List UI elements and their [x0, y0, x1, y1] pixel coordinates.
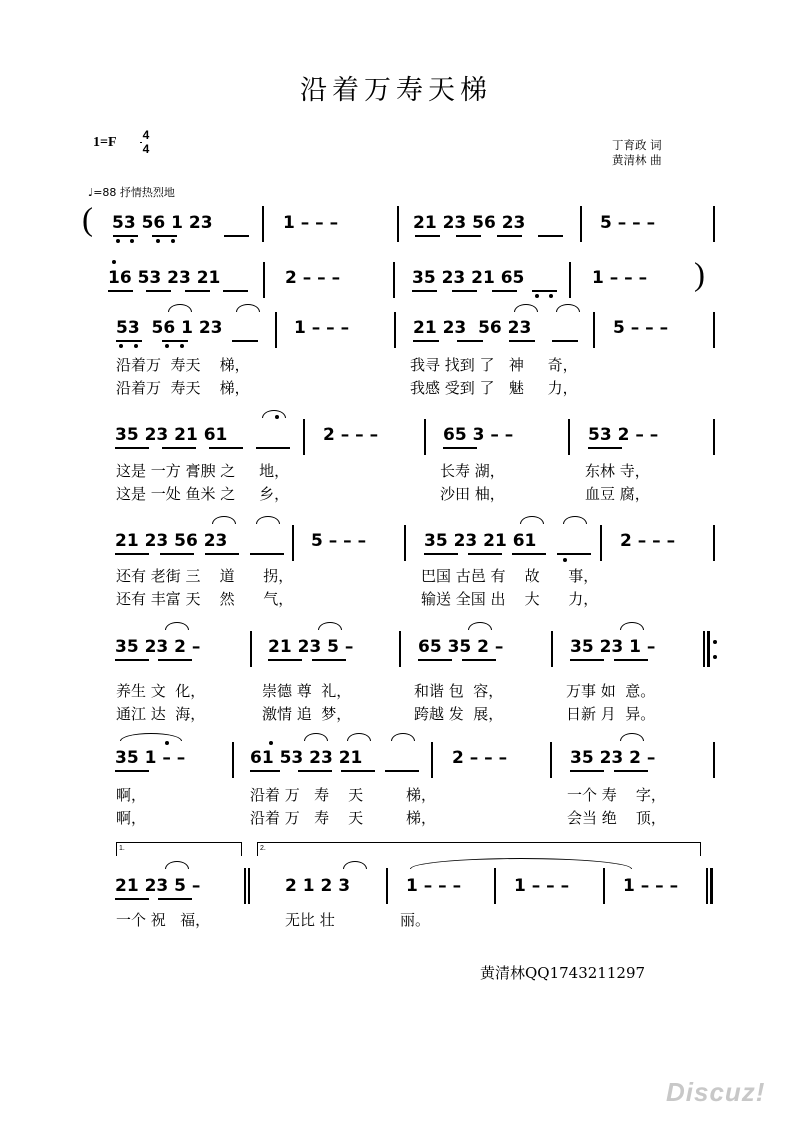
underline — [108, 290, 133, 292]
lyric-line-11c: 丽。 — [400, 911, 431, 929]
barline — [431, 742, 433, 778]
tie — [410, 858, 632, 869]
lyric-line-8d: 日新 月 异。 — [566, 705, 656, 723]
low-octave-dot — [156, 239, 160, 243]
underline — [113, 235, 138, 237]
underline — [268, 659, 302, 661]
slur — [165, 861, 189, 869]
underline — [509, 340, 535, 342]
underline — [250, 553, 284, 555]
measure-6-2: 21 23 5 – — [268, 637, 354, 657]
measure-8-3: 1 – – – — [406, 876, 462, 896]
underline — [158, 659, 192, 661]
underline — [570, 659, 604, 661]
underline — [232, 340, 258, 342]
underline — [462, 659, 496, 661]
measure-6-3: 65 35 2 – — [418, 637, 504, 657]
slur — [256, 516, 280, 524]
measure-1-2: 1 – – – — [283, 213, 339, 233]
measure-5-1: 21 23 56 23 — [115, 531, 228, 551]
underline — [115, 659, 149, 661]
underline — [557, 553, 591, 555]
underline — [415, 235, 440, 237]
underline — [456, 235, 481, 237]
measure-2-3: 35 23 21 65 — [412, 268, 525, 288]
slur — [347, 733, 371, 741]
measure-5-4: 2 – – – — [620, 531, 676, 551]
barline — [404, 525, 406, 561]
underline — [115, 553, 149, 555]
slur — [563, 516, 587, 524]
low-octave-dot — [119, 344, 123, 348]
underline — [152, 235, 177, 237]
final-barline-thick — [710, 868, 713, 904]
slur — [165, 622, 189, 630]
measure-8-2: 2 1 2 3 — [285, 876, 351, 896]
measure-5-2: 5 – – – — [311, 531, 367, 551]
underline — [492, 290, 517, 292]
lyric-line-2b: 我感 受到 了 魅 力， — [410, 379, 578, 397]
measure-1-1: 53 56 1 23 — [112, 213, 213, 233]
repeat-end-thin — [244, 868, 246, 904]
barline — [275, 312, 277, 348]
low-octave-dot — [549, 294, 553, 298]
lyric-line-7d: 万事 如 意。 — [566, 682, 656, 700]
lyric-line-9b: 沿着 万 寿 天 梯， — [250, 786, 437, 804]
volta-tick — [241, 842, 242, 856]
measure-3-2: 1 – – – — [294, 318, 350, 338]
lyric-line-2a: 沿着万 寿天 梯， — [116, 379, 250, 397]
barline — [713, 312, 715, 348]
time-sig-top: 4 — [142, 128, 150, 142]
lyric-line-3b: 长寿 湖， — [440, 462, 505, 480]
final-barline-thin — [706, 868, 708, 904]
underline — [250, 770, 280, 772]
intro-open-paren: ( — [82, 202, 93, 238]
lyric-line-3c: 东林 寺， — [585, 462, 650, 480]
barline — [593, 312, 595, 348]
low-octave-dot — [563, 558, 567, 562]
repeat-barline-thick — [707, 631, 710, 667]
lyric-line-9a: 啊， — [116, 786, 147, 804]
underline — [443, 447, 477, 449]
barline — [250, 631, 252, 667]
underline — [146, 290, 171, 292]
barline — [600, 525, 602, 561]
tempo-marking — [88, 184, 175, 200]
tempo-text: =88 抒情热烈地 — [93, 186, 175, 199]
quarter-note-icon: ♩ — [88, 186, 94, 199]
slur — [391, 733, 415, 741]
high-octave-dot — [269, 741, 273, 745]
lyric-line-8a: 通江 达 海， — [116, 705, 206, 723]
underline — [158, 898, 192, 900]
lyric-line-6b: 输送 全国 出 大 力， — [421, 590, 599, 608]
measure-3-4: 5 – – – — [613, 318, 669, 338]
underline — [224, 235, 249, 237]
volta-bracket-1 — [116, 842, 242, 843]
song-title: 沿着万寿天梯 — [300, 75, 492, 106]
volta-label-1: 1. — [119, 845, 125, 852]
barline — [424, 419, 426, 455]
underline — [468, 553, 502, 555]
low-octave-dot — [130, 239, 134, 243]
slur — [468, 622, 492, 630]
repeat-end-thin — [248, 868, 250, 904]
author-signature: 黄清林QQ1743211297 — [480, 964, 646, 982]
low-octave-dot — [134, 344, 138, 348]
high-octave-dot — [112, 260, 116, 264]
barline — [580, 206, 582, 242]
slur — [620, 622, 644, 630]
measure-4-2: 2 – – – — [323, 425, 379, 445]
barline — [603, 868, 605, 904]
barline — [494, 868, 496, 904]
slur — [120, 733, 182, 741]
measure-6-4: 35 23 1 – — [570, 637, 656, 657]
slur — [168, 304, 192, 312]
barline — [713, 742, 715, 778]
underline — [588, 447, 622, 449]
intro-close-paren: ) — [694, 257, 705, 293]
underline — [341, 770, 375, 772]
measure-1-4: 5 – – – — [600, 213, 656, 233]
underline — [538, 235, 563, 237]
lyric-line-10a: 啊， — [116, 809, 147, 827]
measure-7-1: 35 1 – – — [115, 748, 186, 768]
low-octave-dot — [165, 344, 169, 348]
measure-8-1: 21 23 5 – — [115, 876, 201, 896]
lyricist-credit: 丁育政 词 — [612, 138, 662, 152]
underline — [116, 340, 142, 342]
underline — [552, 340, 578, 342]
barline — [550, 742, 552, 778]
underline — [412, 290, 437, 292]
measure-4-3: 65 3 – – — [443, 425, 514, 445]
barline — [394, 312, 396, 348]
measure-3-1: 53 56 1 23 — [116, 318, 223, 338]
lyric-line-11b: 无比 壮 — [285, 911, 335, 929]
measure-7-3: 2 – – – — [452, 748, 508, 768]
low-octave-dot — [171, 239, 175, 243]
underline — [413, 340, 439, 342]
barline — [399, 631, 401, 667]
underline — [614, 770, 648, 772]
slur — [556, 304, 580, 312]
lyric-line-7a: 养生 文 化， — [116, 682, 206, 700]
lyric-line-9c: 一个 寿 字， — [567, 786, 666, 804]
barline — [292, 525, 294, 561]
underline — [532, 290, 557, 292]
underline — [298, 770, 332, 772]
high-octave-dot — [165, 741, 169, 745]
lyric-line-3a: 这是 一方 膏腴 之 地， — [116, 462, 290, 480]
lyric-line-4a: 这是 一处 鱼米 之 乡， — [116, 485, 290, 503]
measure-2-2: 2 – – – — [285, 268, 341, 288]
repeat-barline-thin — [703, 631, 705, 667]
lyric-line-5b: 巴国 古邑 有 故 事， — [421, 567, 599, 585]
lyric-line-8b: 激情 追 梦， — [262, 705, 352, 723]
underline — [512, 553, 546, 555]
time-signature — [140, 130, 152, 155]
barline — [397, 206, 399, 242]
watermark-logo: Discuz! — [666, 1077, 766, 1107]
barline — [262, 206, 264, 242]
measure-3-3: 21 23 56 23 — [413, 318, 532, 338]
slur — [620, 733, 644, 741]
volta-bracket-2 — [257, 842, 700, 843]
volta-tick — [116, 842, 117, 856]
measure-4-4: 53 2 – – — [588, 425, 659, 445]
key-signature: 1=F — [93, 135, 117, 150]
measure-4-1: 35 23 21 61 — [115, 425, 228, 445]
repeat-dot — [713, 640, 717, 644]
composer-credit: 黄清林 曲 — [612, 153, 662, 167]
low-octave-dot — [116, 239, 120, 243]
measure-6-1: 35 23 2 – — [115, 637, 201, 657]
high-octave-dot — [275, 415, 279, 419]
underline — [115, 770, 149, 772]
time-sig-bottom: 4 — [142, 142, 150, 156]
measure-7-2: 61 53 23 21 — [250, 748, 363, 768]
measure-2-4: 1 – – – — [592, 268, 648, 288]
barline — [568, 419, 570, 455]
underline — [497, 235, 522, 237]
underline — [115, 447, 149, 449]
underline — [162, 447, 196, 449]
underline — [424, 553, 458, 555]
lyric-line-6a: 还有 丰富 天 然 气， — [116, 590, 294, 608]
lyric-line-11a: 一个 祝 福， — [116, 911, 211, 929]
underline — [418, 659, 452, 661]
lyric-line-7c: 和谐 包 容， — [414, 682, 504, 700]
measure-2-1: 16 53 23 21 — [108, 268, 221, 288]
lyric-line-4b: 沙田 柚， — [440, 485, 505, 503]
slur — [318, 622, 342, 630]
underline — [452, 290, 477, 292]
slur — [236, 304, 260, 312]
measure-1-3: 21 23 56 23 — [413, 213, 526, 233]
underline — [570, 770, 604, 772]
barline — [713, 206, 715, 242]
underline — [205, 553, 239, 555]
underline — [614, 659, 648, 661]
slur — [262, 410, 286, 418]
underline — [312, 659, 346, 661]
slur — [520, 516, 544, 524]
barline — [386, 868, 388, 904]
barline — [303, 419, 305, 455]
measure-7-4: 35 23 2 – — [570, 748, 656, 768]
underline — [115, 898, 149, 900]
underline — [162, 340, 188, 342]
measure-8-5: 1 – – – — [623, 876, 679, 896]
underline — [160, 553, 194, 555]
lyric-line-10c: 会当 绝 顶， — [567, 809, 666, 827]
underline — [385, 770, 419, 772]
slur — [212, 516, 236, 524]
barline — [551, 631, 553, 667]
slur — [343, 861, 367, 869]
barline — [569, 262, 571, 298]
barline — [232, 742, 234, 778]
measure-5-3: 35 23 21 61 — [424, 531, 537, 551]
barline — [263, 262, 265, 298]
volta-tick — [700, 842, 701, 856]
lyric-line-1a: 沿着万 寿天 梯， — [116, 356, 250, 374]
lyric-line-1b: 我寻 找到 了 神 奇， — [410, 356, 578, 374]
volta-tick — [257, 842, 258, 856]
barline — [393, 262, 395, 298]
low-octave-dot — [180, 344, 184, 348]
lyric-line-4c: 血豆 腐， — [585, 485, 650, 503]
measure-8-4: 1 – – – — [514, 876, 570, 896]
lyric-line-7b: 崇德 尊 礼， — [262, 682, 352, 700]
volta-label-2: 2. — [260, 845, 266, 852]
underline — [457, 340, 483, 342]
underline — [209, 447, 243, 449]
repeat-dot — [713, 655, 717, 659]
underline — [256, 447, 290, 449]
barline — [713, 525, 715, 561]
lyric-line-5a: 还有 老街 三 道 拐， — [116, 567, 294, 585]
slur — [514, 304, 538, 312]
slur — [304, 733, 328, 741]
low-octave-dot — [535, 294, 539, 298]
lyric-line-10b: 沿着 万 寿 天 梯， — [250, 809, 437, 827]
underline — [185, 290, 210, 292]
lyric-line-8c: 跨越 发 展， — [414, 705, 504, 723]
barline — [713, 419, 715, 455]
underline — [223, 290, 248, 292]
